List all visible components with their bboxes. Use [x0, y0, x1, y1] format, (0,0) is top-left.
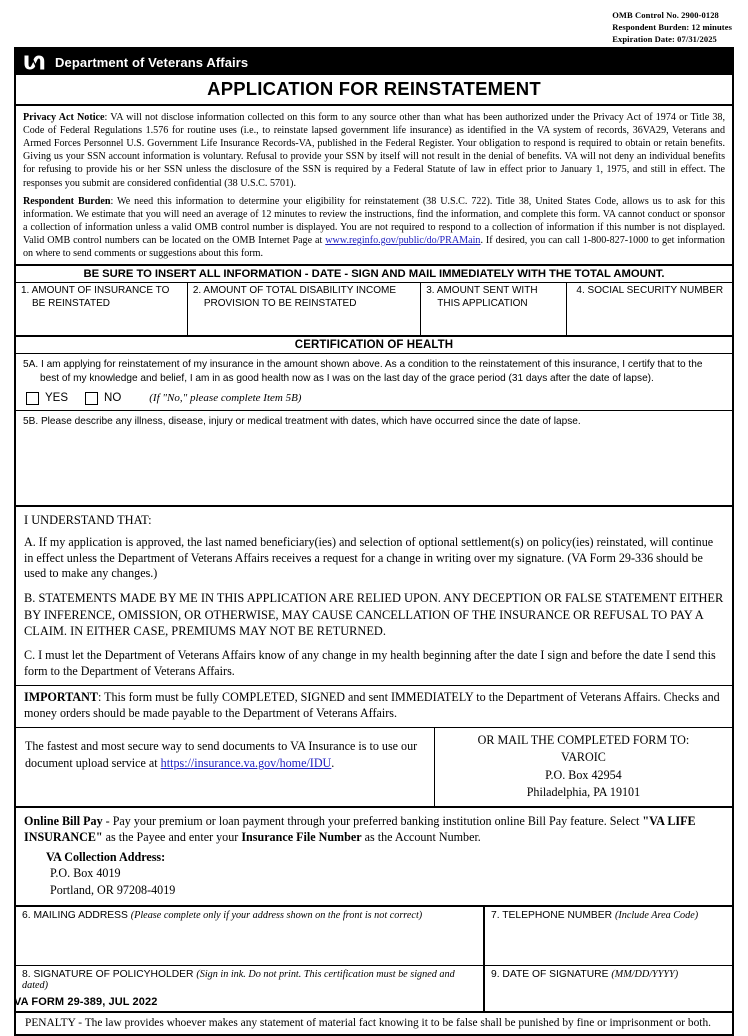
item-5a-line2: best of my knowledge and belief, I am in as good health now as I was on the last day of the grace period (31 days after the date of lapse).	[40, 372, 654, 384]
omb-expiration-date: Expiration Date: 07/31/2025	[612, 34, 717, 45]
certification-of-health-heading: CERTIFICATION OF HEALTH	[16, 337, 732, 354]
item-5a-line1: 5A. I am applying for reinstatement of my insurance in the amount shown above. As a condition to the reinstatement of this insurance, I certify that to the	[23, 359, 703, 371]
bill-pay-text-3: as the Account Number.	[361, 830, 481, 845]
field-3-line1: 3. AMOUNT SENT WITH	[426, 285, 538, 297]
respondent-burden-text-1: : We need this information to determine your eligibility for reinstatement (38 U.S.C. 722). Title 38, United States Code, allows us to ask for this information. We estimate that you will need an average of 12 minutes to review the instructions, find the information, and complete this form. VA cannot conduct or sponsor a collection of information unless a valid OMB control number is displayed. You are not required to respond to a collection of information if this number is not displayed. Valid OMB control numbers can be located on the OMB Internet Page at	[23, 195, 725, 246]
privacy-act-label: Privacy Act Notice	[23, 112, 105, 123]
field-4-label	[572, 285, 728, 298]
field-3-line2: THIS APPLICATION	[437, 297, 528, 309]
understand-item-b: B. STATEMENTS MADE BY ME IN THIS APPLICATION ARE RELIED UPON. ANY DECEPTION OR FALSE STATEMENT EITHER BY INFERENCE, OMISSION, OR OTHERWISE, MAY CAUSE CANCELLATION OF THE INSURANCE OR REFUSAL TO PAY A CLAIM. IN EITHER CASE, PREMIUMS MAY NOT BE RETURNED.	[24, 590, 724, 639]
privacy-act-notice	[23, 111, 725, 190]
mail-line-2: P.O. Box 42954	[545, 767, 622, 782]
mail-line-1: VAROIC	[561, 750, 606, 765]
item-7-note: (Include Area Code)	[614, 910, 699, 922]
bill-pay-paragraph	[24, 813, 724, 846]
submission-methods-row	[16, 728, 732, 808]
bill-pay-text-1: - Pay your premium or loan payment through your preferred banking institution online Bill Pay feature. Select	[102, 813, 643, 828]
document-upload-block	[16, 728, 435, 806]
item-9-title: 9. DATE OF SIGNATURE	[490, 969, 612, 981]
item-8-note: (Sign in ink. Do not print. This certification must be signed and dated)	[22, 969, 455, 992]
understand-section	[16, 507, 732, 686]
omb-control-number: OMB Control No. 2900-0128	[612, 10, 719, 20]
understand-item-a: A. If my application is approved, the last named beneficiary(ies) and selection of optional settlement(s) on policy(ies) reinstated, will continue in effect unless the Department of Veterans Affairs receives a request for a change in writing over my signature. (VA Form 29-336 should be used to make any changes.)	[24, 534, 714, 581]
penalty-statement: PENALTY - The law provides whoever makes any statement of material fact knowing it to be false shall be punished by fine or imprisonment or both.	[25, 1017, 712, 1030]
field-1-line1: 1. AMOUNT OF INSURANCE TO	[21, 285, 170, 297]
collection-address-heading: VA Collection Address:	[46, 849, 166, 864]
important-notice	[16, 686, 732, 728]
form-title-row	[16, 75, 732, 106]
field-1-label	[21, 285, 183, 310]
field-2-label	[193, 285, 416, 310]
notice-area	[16, 106, 732, 264]
omb-respondent-burden: Respondent Burden: 12 minutes	[612, 22, 732, 33]
item-5b-label: 5B. Please describe any illness, disease, injury or medical treatment with dates, which have occurred since the date of lapse.	[23, 415, 581, 427]
field-2-line1: 2. AMOUNT OF TOTAL DISABILITY INCOME	[192, 285, 397, 297]
understand-item-c: C. I must let the Department of Veterans Affairs know of any change in my health beginning after the date I sign and before the date I send this form to the Department of Veterans Affairs.	[24, 647, 716, 678]
item-5a-yesno-row	[23, 392, 725, 405]
item-5a-block	[16, 354, 732, 411]
understand-heading: I UNDERSTAND THAT:	[24, 512, 152, 527]
field-date-of-signature[interactable]	[485, 966, 732, 1011]
reginfo-link[interactable]: www.reginfo.gov/public/do/PRAMain	[325, 234, 481, 246]
no-label: NO	[104, 392, 122, 405]
item-6-note: (Please complete only if your address shown on the front is not correct)	[130, 910, 423, 922]
mail-line-3: Philadelphia, PA 19101	[526, 784, 641, 799]
upload-text-1: The fastest and most secure way to send documents to VA Insurance is to use our document upload service at	[25, 739, 418, 771]
item-7-label	[491, 910, 727, 921]
important-text: : This form must be fully COMPLETED, SIGNED and sent IMMEDIATELY to the Department of Veterans Affairs. Checks and money orders should be made payable to the Department of Veterans Affairs.	[24, 690, 720, 721]
yes-label: YES	[45, 392, 69, 405]
field-3-label	[426, 285, 561, 310]
mailing-address-block	[435, 728, 732, 806]
privacy-act-text: : VA will not disclose information collected on this form to any source other than what has been authorized under the Privacy Act of 1974 or Title 38, Code of Federal Regulations 1.576 for routine uses (i.e., to reinstate lapsed government life insurance) as identified in the VA system of records, 36VA29, Veterans and Armed Forces Personnel U.S. Government Life Insurance Records-VA, published in the Federal Register. Your obligation to respond is required to obtain or retain benefits. Giving us your SSN account information is voluntary. Refusal to provide your SSN by itself will not result in the denial of benefits. VA will not deny an individual benefits for refusing to provide his or her SSN unless the disclosure of the SSN is required by a Federal Statute of law in effect prior to January 1, 1975, and still in effect. The responses you submit are considered confidential (38 U.S.C. 5701).	[23, 112, 725, 189]
bill-pay-payee: "VA LIFE INSURANCE"	[24, 813, 696, 845]
field-mailing-address[interactable]	[16, 907, 485, 965]
field-2-line2: PROVISION TO BE REINSTATED	[203, 297, 357, 309]
bill-pay-label: Online Bill Pay	[24, 813, 103, 828]
page-title: APPLICATION FOR REINSTATEMENT	[207, 78, 541, 99]
respondent-burden-notice	[23, 195, 725, 261]
insert-all-information-banner: BE SURE TO INSERT ALL INFORMATION - DATE - SIGN AND MAIL IMMEDIATELY WITH THE TOTAL AMOUNT.	[16, 264, 732, 283]
item-5b-block[interactable]	[16, 411, 732, 507]
respondent-burden-text-2: . If desired, you can call 1-800-827-1000 to get information on where to send comments or suggestions about this form.	[23, 234, 725, 260]
yesno-instruction-note: (If "No," please complete Item 5B)	[149, 392, 302, 405]
item-9-label	[491, 969, 727, 980]
collection-address-line-1: P.O. Box 4019	[50, 866, 121, 881]
no-checkbox[interactable]	[85, 392, 98, 405]
department-title: Department of Veterans Affairs	[55, 54, 249, 70]
item-9-note: (MM/DD/YYYY)	[611, 969, 679, 981]
collection-address-line-2: Portland, OR 97208-4019	[50, 882, 176, 897]
va-header-band	[16, 49, 732, 75]
important-label: IMPORTANT	[24, 690, 98, 705]
form-outer-frame	[14, 47, 734, 1036]
field-total-disability-income[interactable]	[188, 283, 421, 335]
mail-heading: OR MAIL THE COMPLETED FORM TO:	[477, 733, 690, 748]
document-upload-link[interactable]: https://insurance.va.gov/home/IDU	[160, 756, 332, 771]
amount-fields-row	[16, 283, 732, 337]
form-number-footer: VA FORM 29-389, JUL 2022	[14, 996, 158, 1008]
item-6-title: 6. MAILING ADDRESS	[22, 910, 131, 922]
upload-text-2: .	[331, 756, 335, 771]
item-8-label	[22, 969, 478, 991]
items-6-7-row	[16, 907, 732, 966]
va-seal-icon	[23, 54, 46, 71]
item-5a-text	[23, 358, 725, 385]
field-telephone-number[interactable]	[485, 907, 732, 965]
bill-pay-text-2: as the Payee and enter your	[102, 830, 242, 845]
omb-info-block	[612, 9, 732, 45]
yes-checkbox[interactable]	[26, 392, 39, 405]
item-6-label	[22, 910, 478, 921]
field-4-line1: 4. SOCIAL SECURITY NUMBER	[576, 285, 724, 297]
field-1-line2: BE REINSTATED	[32, 297, 110, 309]
item-7-title: 7. TELEPHONE NUMBER	[490, 910, 615, 922]
respondent-burden-label: Respondent Burden	[23, 195, 111, 207]
field-social-security-number[interactable]	[567, 283, 732, 335]
field-amount-of-insurance[interactable]	[16, 283, 188, 335]
field-amount-sent[interactable]	[421, 283, 566, 335]
item-8-title: 8. SIGNATURE OF POLICYHOLDER	[22, 969, 197, 981]
bill-pay-file-number: Insurance File Number	[241, 830, 362, 845]
online-bill-pay-block	[16, 808, 732, 907]
